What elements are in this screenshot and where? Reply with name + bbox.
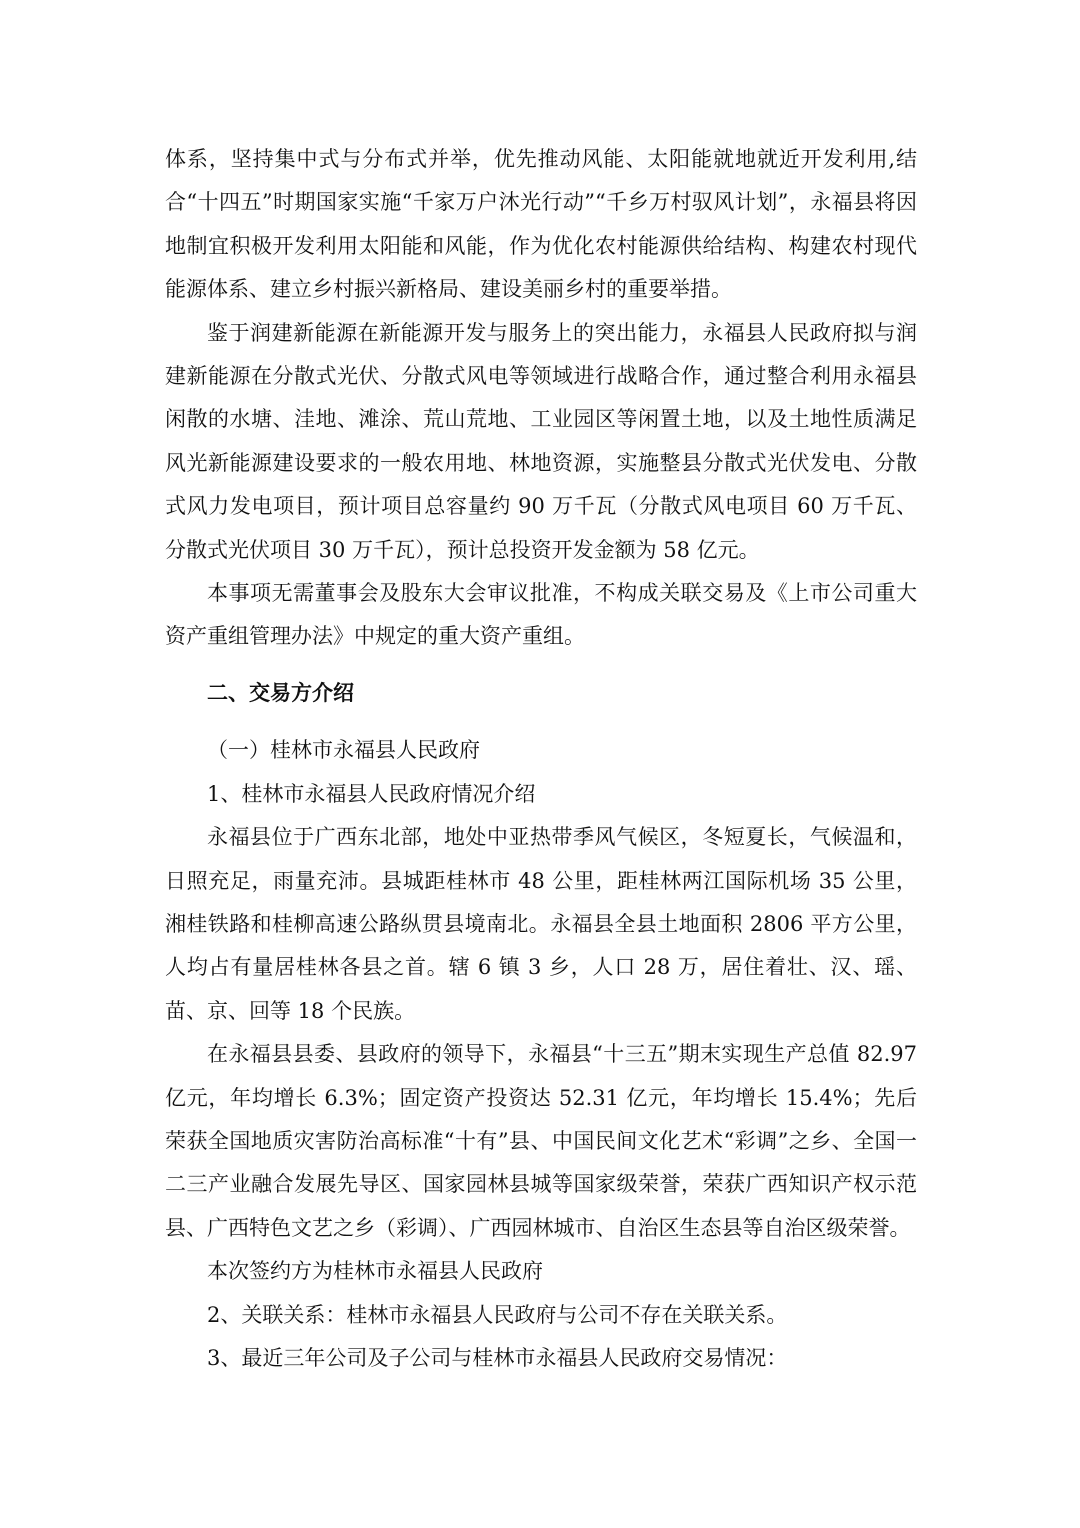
sub-heading-yongfu-government: （一）桂林市永福县人民政府 [207, 738, 480, 763]
paragraph-county-overview: 永福县位于广西东北部，地处中亚热带季风气候区，冬短夏长，气候温和，日照充足，雨量充沛。县城距桂林市 48 公里，距桂林两江国际机场 35 公里，湘桂铁路和桂柳高速公路纵贯县境南北。永福县全县土地面积 2806 平方公里，人均占有量居桂林各县之首。辖 6 镇 3 乡，人口 28 万，居住着壮、汉、瑶、苗、京、回等 18 个民族。 [165, 825, 917, 1023]
paragraph-strategic-cooperation: 鉴于润建新能源在新能源开发与服务上的突出能力，永福县人民政府拟与润建新能源在分散式光伏、分散式风电等领域进行战略合作，通过整合利用永福县闲散的水塘、洼地、滩涂、荒山荒地、工业园区等闲置土地，以及土地性质满足风光新能源建设要求的一般农用地、林地资源，实施整县分散式光伏发电、分散式风力发电项目，预计项目总容量约 90 万千瓦（分散式风电项目 60 万千瓦、分散式光伏项目 30 万千瓦），预计总投资开发金额为 58 亿元。 [165, 320, 917, 562]
paragraph-approval-note: 本事项无需董事会及股东大会审议批准，不构成关联交易及《上市公司重大资产重组管理办法》中规定的重大资产重组。 [165, 581, 917, 649]
item-heading-government-intro: 1、桂林市永福县人民政府情况介绍 [207, 781, 536, 806]
paragraph-signing-party: 本次签约方为桂林市永福县人民政府 [207, 1259, 543, 1284]
item-recent-transactions: 3、最近三年公司及子公司与桂林市永福县人民政府交易情况： [207, 1345, 788, 1370]
paragraph-energy-system: 体系，坚持集中式与分布式并举，优先推动风能、太阳能就地就近开发利用,结合“十四五”时期国家实施“千家万户沐光行动”“千乡万村驭风计划”，永福县将因地制宜积极开发利用太阳能和风能，作为优化农村能源供给结构、构建农村现代能源体系、建立乡村振兴新格局、建设美丽乡村的重要举措。 [165, 147, 917, 302]
section-heading-counterparty: 二、交易方介绍 [207, 680, 354, 705]
item-related-relationship: 2、关联关系：桂林市永福县人民政府与公司不存在关联关系。 [207, 1302, 788, 1327]
paragraph-county-achievements: 在永福县县委、县政府的领导下，永福县“十三五”期末实现生产总值 82.97 亿元，年均增长 6.3%；固定资产投资达 52.31 亿元，年均增长 15.4%；先后荣获全国地质灾害防治高标准“十有”县、中国民间文化艺术“彩调”之乡、全国一二三产业融合发展先导区、国家园林县城等国家级荣誉，荣获广西知识产权示范县、广西特色文艺之乡（彩调）、广西园林城市、自治区生态县等自治区级荣誉。 [165, 1042, 917, 1240]
document-page [165, 138, 917, 1380]
